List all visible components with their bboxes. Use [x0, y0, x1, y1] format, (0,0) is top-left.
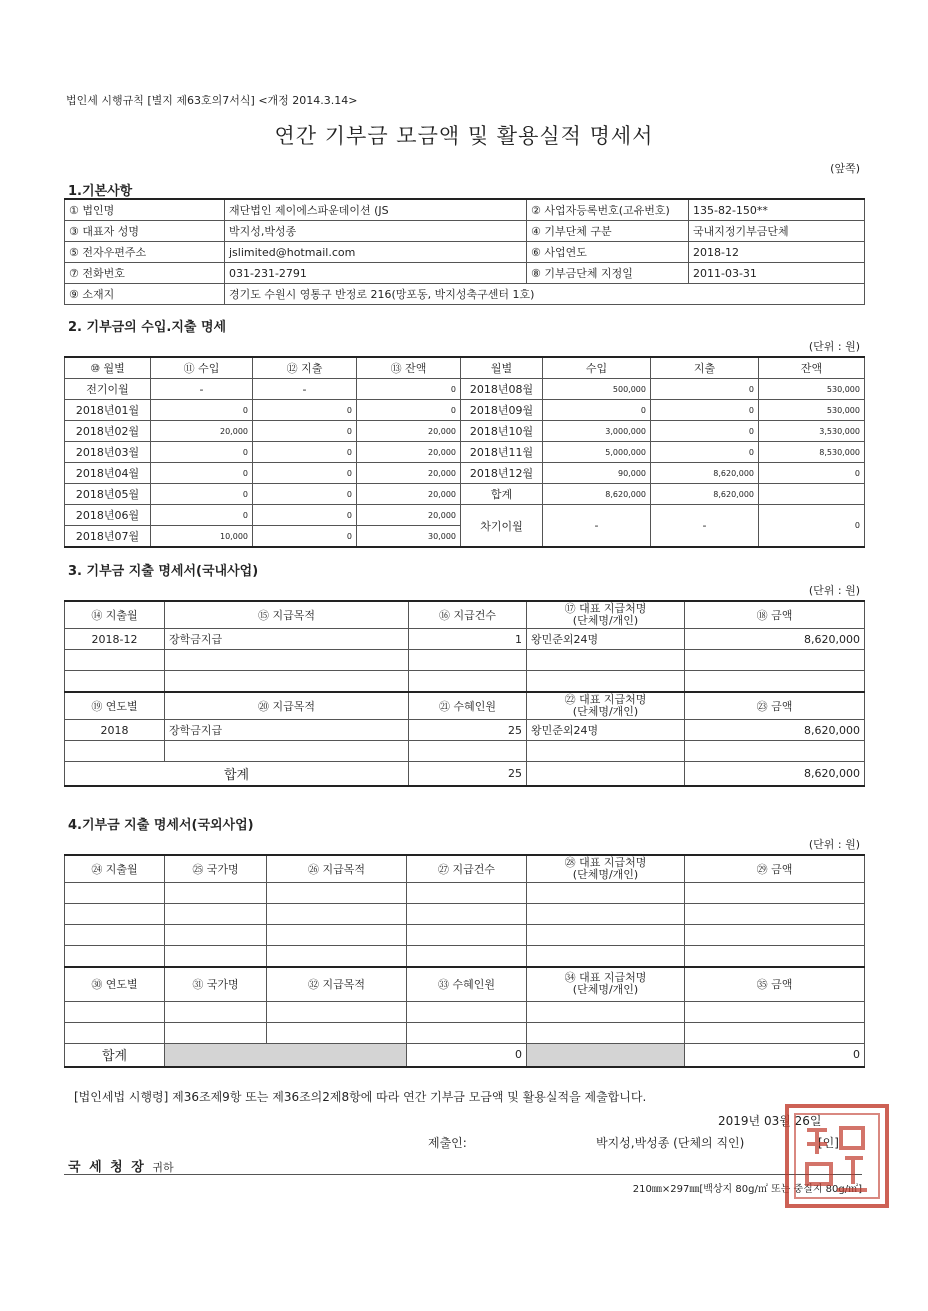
income-expense-table	[64, 356, 865, 548]
field-label: ③ 대표자 성명	[65, 221, 225, 242]
addressee	[68, 1156, 174, 1175]
expense-cell: -	[253, 379, 357, 400]
col-header: ㉙ 금액	[685, 855, 865, 883]
expense-cell: 0	[253, 463, 357, 484]
total-count: 25	[409, 762, 527, 786]
income-cell: 0	[151, 463, 253, 484]
expense-cell: 0	[253, 484, 357, 505]
month-cell: 2018년10월	[461, 421, 543, 442]
month-row	[65, 400, 865, 421]
month-row	[65, 505, 865, 526]
expense-total: 8,620,000	[651, 484, 759, 505]
addressee-name: 국 세 청 장	[68, 1160, 146, 1175]
total-label: 합계	[65, 1043, 165, 1067]
col-header: ⑳ 지급목적	[165, 692, 409, 720]
expense-cell: 0	[651, 442, 759, 463]
income-cell: 0	[151, 400, 253, 421]
carry-forward-label: 차기이월	[461, 505, 543, 548]
domestic-header-row-2	[65, 692, 865, 720]
section3-title: 3. 기부금 지출 명세서(국내사업)	[68, 564, 259, 579]
income-cell: 0	[151, 484, 253, 505]
unit-label: (단위 : 원)	[808, 584, 860, 597]
field-label: ② 사업자등록번호(고유번호)	[527, 199, 689, 221]
empty-row	[65, 904, 865, 925]
header-line: ⑰ 대표 지급처명	[564, 602, 647, 615]
field-label: ⑦ 전화번호	[65, 263, 225, 284]
month-row	[65, 379, 865, 400]
total-amount: 0	[685, 1043, 865, 1067]
col-header: 잔액	[759, 357, 865, 379]
month-row	[65, 484, 865, 505]
basic-row	[65, 199, 865, 221]
month-row	[65, 442, 865, 463]
domestic-header-row	[65, 601, 865, 629]
month-cell: 2018년01월	[65, 400, 151, 421]
col-header: ㉝ 수혜인원	[407, 967, 527, 1001]
expense-cell: 8,620,000	[651, 463, 759, 484]
balance-cell: 30,000	[357, 526, 461, 548]
col-header: ㉛ 국가명	[165, 967, 267, 1001]
expense-cell: 0	[651, 400, 759, 421]
total-label: 합계	[65, 762, 409, 786]
empty-row	[65, 883, 865, 904]
balance-cell: 0	[357, 400, 461, 421]
empty-row	[65, 741, 865, 762]
empty-row	[65, 650, 865, 671]
col-header: 지출	[651, 357, 759, 379]
income-cell: 3,000,000	[543, 421, 651, 442]
balance-cell: 20,000	[357, 442, 461, 463]
field-value: 국내지정기부금단체	[689, 221, 865, 242]
amount: 8,620,000	[685, 720, 865, 741]
basic-info-table	[64, 198, 865, 305]
income-cell: 500,000	[543, 379, 651, 400]
income-cell: -	[151, 379, 253, 400]
col-header: ⑬ 잔액	[357, 357, 461, 379]
month-row	[65, 421, 865, 442]
foreign-header-row	[65, 855, 865, 883]
balance-cell: 530,000	[759, 400, 865, 421]
income-cell: 5,000,000	[543, 442, 651, 463]
header-line: ㉒ 대표 지급처명	[564, 693, 647, 706]
payment-purpose: 장학금지급	[165, 629, 409, 650]
col-header	[527, 601, 685, 629]
balance-cell: 20,000	[357, 505, 461, 526]
month-cell: 2018년02월	[65, 421, 151, 442]
empty-row	[65, 1022, 865, 1043]
page-side-label: (앞쪽)	[830, 162, 860, 175]
basic-row	[65, 242, 865, 263]
field-label: ① 법인명	[65, 199, 225, 221]
foreign-expense-table	[64, 854, 865, 1068]
col-header	[527, 855, 685, 883]
col-header: ㉖ 지급목적	[267, 855, 407, 883]
section4-title: 4.기부금 지출 명세서(국외사업)	[68, 818, 254, 833]
balance-cell: 8,530,000	[759, 442, 865, 463]
field-label: ⑨ 소재지	[65, 284, 225, 305]
balance-cell: 0	[759, 463, 865, 484]
recipient-name: 왕민준외24명	[527, 629, 685, 650]
field-label: ⑤ 전자우편주소	[65, 242, 225, 263]
address-value: 경기도 수원시 영통구 반정로 216(망포동, 박지성축구센터 1호)	[225, 284, 865, 305]
empty-row	[65, 946, 865, 968]
col-header: ㉟ 금액	[685, 967, 865, 1001]
col-header: ⑯ 지급건수	[409, 601, 527, 629]
carry-forward-balance: 0	[759, 505, 865, 548]
col-header: 수입	[543, 357, 651, 379]
month-cell: 2018년08월	[461, 379, 543, 400]
col-header: ㉚ 연도별	[65, 967, 165, 1001]
col-header	[527, 692, 685, 720]
expense-cell: 0	[253, 421, 357, 442]
field-label: ⑥ 사업연도	[527, 242, 689, 263]
month-cell: 2018년04월	[65, 463, 151, 484]
header-line: (단체명/개인)	[572, 614, 639, 627]
col-header: ⑪ 수입	[151, 357, 253, 379]
submission-note: [법인세법 시행령] 제36조제9항 또는 제36조의2제8항에 따라 연간 기부금 모금액 및 활용실적을 제출합니다.	[74, 1090, 647, 1104]
field-label: ④ 기부단체 구분	[527, 221, 689, 242]
field-value: 박지성,박성종	[225, 221, 527, 242]
header-line: (단체명/개인)	[572, 705, 639, 718]
submission-date: 2019년 03월 26일	[718, 1114, 822, 1128]
col-header: 월별	[461, 357, 543, 379]
section2-title: 2. 기부금의 수입.지출 명세	[68, 320, 227, 335]
total-amount: 8,620,000	[685, 762, 865, 786]
income-cell: 90,000	[543, 463, 651, 484]
income-cell: 0	[151, 505, 253, 526]
beneficiary-count: 25	[409, 720, 527, 741]
total-label: 합계	[461, 484, 543, 505]
col-header: ⑱ 금액	[685, 601, 865, 629]
month-cell: 2018년03월	[65, 442, 151, 463]
header-line: ㉞ 대표 지급처명	[564, 971, 647, 985]
balance-cell: 530,000	[759, 379, 865, 400]
official-seal-stamp	[783, 1102, 891, 1210]
payment-count: 1	[409, 629, 527, 650]
addressee-suffix: 귀하	[152, 1161, 174, 1174]
submitter-name: 박지성,박성종 (단체의 직인)	[596, 1136, 745, 1150]
field-value: jslimited@hotmail.com	[225, 242, 527, 263]
table-row	[65, 720, 865, 741]
submitter-label: 제출인:	[428, 1136, 467, 1150]
shaded-cell	[527, 1043, 685, 1067]
unit-label: (단위 : 원)	[808, 340, 860, 353]
month-cell: 2018년06월	[65, 505, 151, 526]
expense-month: 2018-12	[65, 629, 165, 650]
month-cell: 2018년07월	[65, 526, 151, 548]
col-header: ⑲ 연도별	[65, 692, 165, 720]
field-value: 재단법인 제이에스파운데이션 (JS	[225, 199, 527, 221]
header-line: (단체명/개인)	[572, 983, 639, 997]
col-header: ㉓ 금액	[685, 692, 865, 720]
shaded-cell	[165, 1043, 407, 1067]
paper-spec: 210㎜×297㎜[백상지 80g/㎡ 또는 중질지 80g/㎡]	[632, 1184, 862, 1195]
income-cell: 0	[543, 400, 651, 421]
balance-cell: 3,530,000	[759, 421, 865, 442]
col-header: ⑮ 지급목적	[165, 601, 409, 629]
payment-purpose: 장학금지급	[165, 720, 409, 741]
document-title: 연간 기부금 모금액 및 활용실적 명세서	[274, 124, 654, 148]
month-cell: 전기이월	[65, 379, 151, 400]
header-line: (단체명/개인)	[572, 868, 639, 881]
month-cell: 2018년12월	[461, 463, 543, 484]
income-cell: 10,000	[151, 526, 253, 548]
foreign-header-row-2	[65, 967, 865, 1001]
basic-row	[65, 263, 865, 284]
balance-cell: 0	[357, 379, 461, 400]
total-row	[65, 762, 865, 786]
expense-cell: 0	[253, 505, 357, 526]
field-value: 2011-03-31	[689, 263, 865, 284]
table-row	[65, 629, 865, 650]
domestic-expense-table	[64, 600, 865, 787]
empty-row	[65, 671, 865, 693]
col-header: ㉜ 지급목적	[267, 967, 407, 1001]
expense-cell: 0	[651, 421, 759, 442]
field-label: ⑧ 기부금단체 지정일	[527, 263, 689, 284]
header-line: ㉘ 대표 지급처명	[564, 856, 647, 869]
divider	[64, 1174, 862, 1175]
carry-forward-expense: -	[651, 505, 759, 548]
income-total: 8,620,000	[543, 484, 651, 505]
total-row	[65, 1043, 865, 1067]
balance-total	[759, 484, 865, 505]
empty-row	[65, 1001, 865, 1022]
carry-forward-income: -	[543, 505, 651, 548]
balance-cell: 20,000	[357, 484, 461, 505]
col-header: ㉑ 수혜인원	[409, 692, 527, 720]
col-header: ㉗ 지급건수	[407, 855, 527, 883]
col-header	[527, 967, 685, 1001]
field-value: 2018-12	[689, 242, 865, 263]
col-header: ⑭ 지출월	[65, 601, 165, 629]
income-cell: 20,000	[151, 421, 253, 442]
year: 2018	[65, 720, 165, 741]
expense-cell: 0	[651, 379, 759, 400]
col-header: ⑫ 지출	[253, 357, 357, 379]
balance-cell: 20,000	[357, 421, 461, 442]
basic-row	[65, 284, 865, 305]
month-cell: 2018년05월	[65, 484, 151, 505]
balance-cell: 20,000	[357, 463, 461, 484]
field-value: 031-231-2791	[225, 263, 527, 284]
col-header: ㉔ 지출월	[65, 855, 165, 883]
empty-row	[65, 925, 865, 946]
month-cell: 2018년09월	[461, 400, 543, 421]
recipient-name: 왕민준외24명	[527, 720, 685, 741]
col-header: ㉕ 국가명	[165, 855, 267, 883]
income-header-row	[65, 357, 865, 379]
seal-mark: [인]	[818, 1136, 839, 1150]
income-cell: 0	[151, 442, 253, 463]
section1-title: 1.기본사항	[68, 184, 133, 199]
month-cell: 2018년11월	[461, 442, 543, 463]
field-value: 135-82-150**	[689, 199, 865, 221]
col-header: ⑩ 월별	[65, 357, 151, 379]
unit-label: (단위 : 원)	[808, 838, 860, 851]
expense-cell: 0	[253, 526, 357, 548]
expense-cell: 0	[253, 400, 357, 421]
expense-cell: 0	[253, 442, 357, 463]
form-identifier: 법인세 시행규칙 [별지 제63호의7서식] <개정 2014.3.14>	[66, 94, 358, 107]
amount: 8,620,000	[685, 629, 865, 650]
total-count: 0	[407, 1043, 527, 1067]
month-row	[65, 463, 865, 484]
basic-row	[65, 221, 865, 242]
